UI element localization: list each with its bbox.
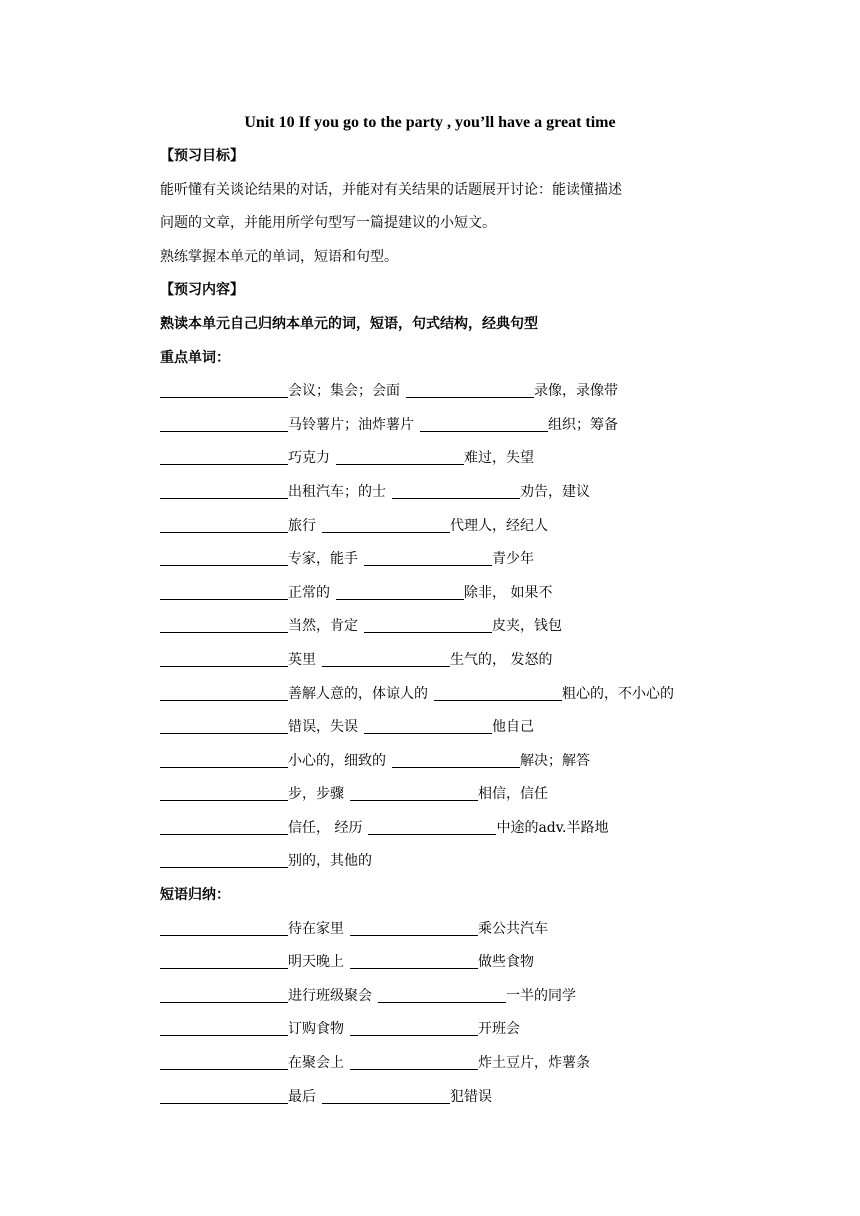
goal-text-line: 能听懂有关谈论结果的对话，并能对有关结果的话题展开讨论：能读懂描述 [160,181,622,198]
vocab-meaning: 错误，失误 [288,719,358,736]
goal-text-line: 熟练掌握本单元的单词，短语和句型。 [160,248,398,265]
vocab-row [160,375,780,409]
answer-blank[interactable] [364,631,492,633]
content-heading: 【预习内容】 [160,282,244,299]
answer-blank[interactable] [160,934,288,936]
answer-blank[interactable] [160,564,288,566]
vocab-row [160,409,780,443]
vocab-list [160,375,780,879]
phrase-list [160,913,780,1115]
phrase-meaning: 进行班级聚会 [288,987,372,1004]
vocab-meaning: 旅行 [288,517,316,534]
phrase-meaning: 做些食物 [478,954,534,971]
answer-blank[interactable] [378,1001,506,1003]
vocab-meaning: 他自己 [492,719,534,736]
answer-blank[interactable] [392,497,520,499]
phrases-heading: 短语归纳： [160,887,230,904]
phrase-meaning: 待在家里 [288,920,344,937]
answer-blank[interactable] [350,934,478,936]
vocab-row [160,510,780,544]
content-subheading: 熟读本单元自己归纳本单元的词，短语，句式结构，经典句型 [160,315,538,332]
phrase-row [160,1013,780,1047]
answer-blank[interactable] [160,598,288,600]
answer-blank[interactable] [336,598,464,600]
vocab-meaning: 会议；集会；会面 [288,383,400,400]
answer-blank[interactable] [160,1102,288,1104]
phrase-meaning: 最后 [288,1088,316,1105]
phrase-meaning: 一半的同学 [506,987,576,1004]
vocab-meaning: 青少年 [492,551,534,568]
answer-blank[interactable] [160,665,288,667]
answer-blank[interactable] [160,699,288,701]
phrase-meaning: 明天晚上 [288,954,344,971]
answer-blank[interactable] [364,732,492,734]
phrase-row [160,1047,780,1081]
vocab-row [160,845,780,879]
answer-blank[interactable] [322,1102,450,1104]
answer-blank[interactable] [336,463,464,465]
phrase-row [160,980,780,1014]
answer-blank[interactable] [160,1068,288,1070]
vocab-row [160,543,780,577]
answer-blank[interactable] [160,799,288,801]
phrase-row [160,946,780,980]
answer-blank[interactable] [406,396,534,398]
answer-blank[interactable] [160,833,288,835]
vocab-meaning: 出租汽车；的士 [288,483,386,500]
phrase-meaning: 炸土豆片，炸薯条 [478,1055,590,1072]
vocab-meaning: 别的，其他的 [288,853,372,870]
answer-blank[interactable] [322,665,450,667]
answer-blank[interactable] [350,1068,478,1070]
page-title: Unit 10 If you go to the party , you’ll have a great time [244,114,616,131]
answer-blank[interactable] [160,497,288,499]
phrase-row [160,913,780,947]
answer-blank[interactable] [420,430,548,432]
vocab-meaning: 除非， 如果不 [464,584,553,601]
answer-blank[interactable] [160,463,288,465]
answer-blank[interactable] [350,799,478,801]
vocab-row [160,745,780,779]
vocab-meaning: 难过，失望 [464,450,534,467]
vocab-row [160,476,780,510]
answer-blank[interactable] [160,396,288,398]
answer-blank[interactable] [392,766,520,768]
vocab-meaning: 粗心的，不小心的 [562,685,674,702]
answer-blank[interactable] [350,1034,478,1036]
vocab-meaning: 解决；解答 [520,752,590,769]
phrase-meaning: 犯错误 [450,1088,492,1105]
vocab-meaning: 善解人意的，体谅人的 [288,685,428,702]
vocab-meaning: 皮夹，钱包 [492,618,562,635]
vocab-meaning: 中途的adv.半路地 [496,819,609,836]
phrase-row [160,1081,780,1115]
document-body [160,140,780,1114]
vocab-meaning: 步，步骤 [288,786,344,803]
phrase-meaning: 在聚会上 [288,1055,344,1072]
vocab-meaning: 专家，能手 [288,551,358,568]
vocab-meaning: 信任， 经历 [288,819,363,836]
answer-blank[interactable] [160,766,288,768]
goal-heading: 【预习目标】 [160,148,244,164]
answer-blank[interactable] [160,430,288,432]
vocab-meaning: 马铃薯片；油炸薯片 [288,416,414,433]
vocab-row [160,711,780,745]
answer-blank[interactable] [160,967,288,969]
answer-blank[interactable] [160,1001,288,1003]
vocab-meaning: 巧克力 [288,450,330,467]
vocab-row [160,644,780,678]
answer-blank[interactable] [368,833,496,835]
vocab-meaning: 正常的 [288,584,330,601]
vocab-row [160,442,780,476]
words-heading: 重点单词： [160,349,230,366]
vocab-row [160,610,780,644]
phrase-meaning: 订购食物 [288,1021,344,1038]
goal-text-line: 问题的文章，并能用所学句型写一篇提建议的小短文。 [160,215,496,232]
answer-blank[interactable] [434,699,562,701]
vocab-row [160,812,780,846]
vocab-meaning: 当然，肯定 [288,618,358,635]
vocab-meaning: 英里 [288,651,316,668]
vocab-meaning: 相信，信任 [478,786,548,803]
vocab-meaning: 组织；筹备 [548,416,618,433]
answer-blank[interactable] [160,866,288,868]
vocab-meaning: 劝告，建议 [520,483,590,500]
vocab-meaning: 录像，录像带 [534,383,618,400]
phrase-meaning: 乘公共汽车 [478,920,548,937]
answer-blank[interactable] [322,531,450,533]
answer-blank[interactable] [160,531,288,533]
vocab-meaning: 生气的， 发怒的 [450,651,553,668]
vocab-meaning: 代理人，经纪人 [450,517,548,534]
answer-blank[interactable] [364,564,492,566]
vocab-row [160,678,780,712]
vocab-row [160,577,780,611]
answer-blank[interactable] [160,631,288,633]
answer-blank[interactable] [160,1034,288,1036]
answer-blank[interactable] [350,967,478,969]
answer-blank[interactable] [160,732,288,734]
vocab-row [160,778,780,812]
phrase-meaning: 开班会 [478,1021,520,1038]
vocab-meaning: 小心的，细致的 [288,752,386,769]
